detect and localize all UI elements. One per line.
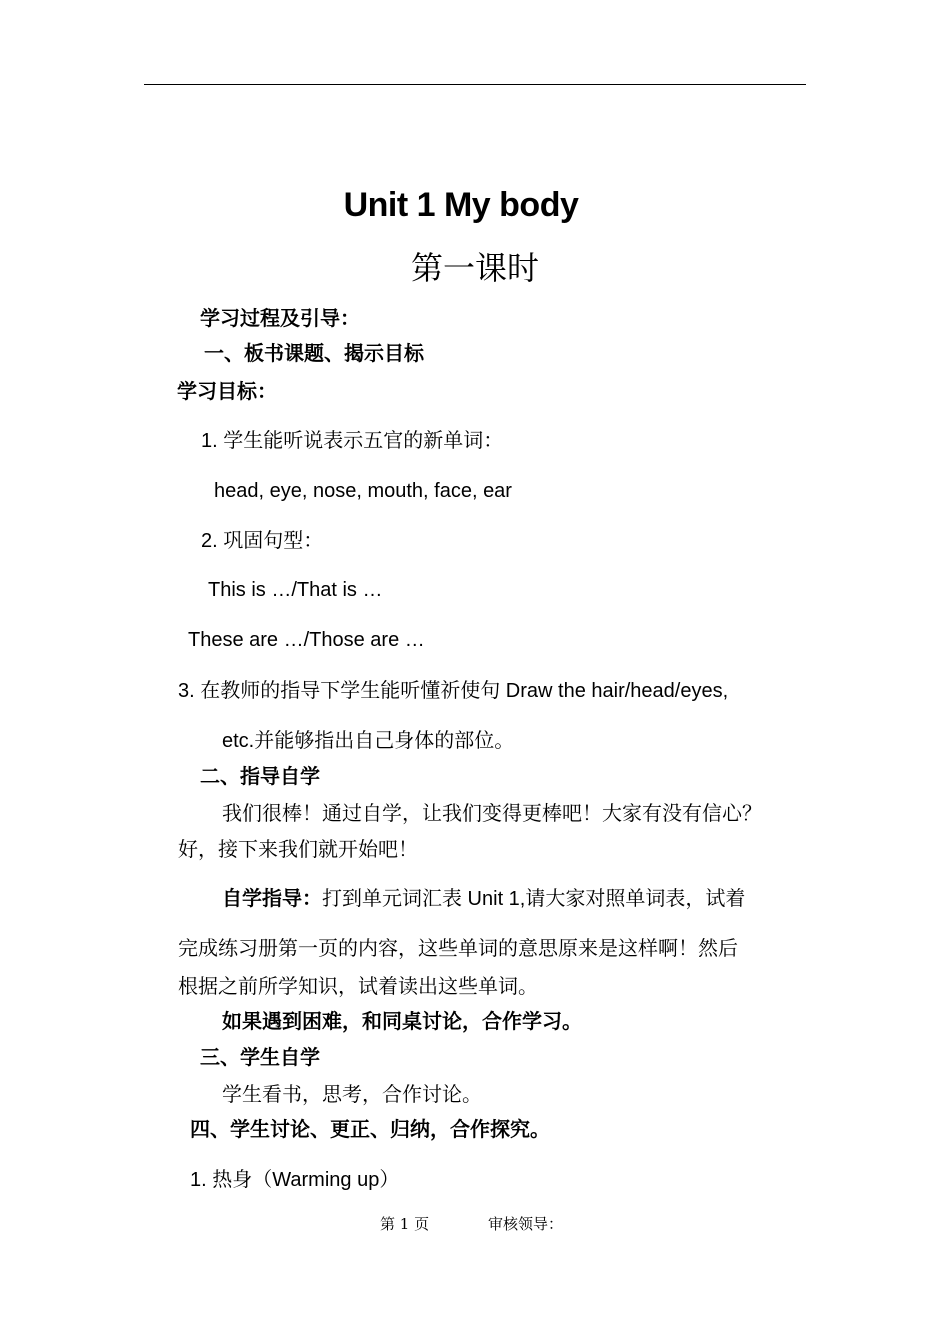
review-signature-label: 审核领导： bbox=[488, 1215, 564, 1233]
self-study-guide-line-3: 根据之前所学知识，试着读出这些单词。 bbox=[178, 974, 538, 998]
self-study-guide-line-2: 完成练习册第一页的内容，这些单词的意思原来是这样啊！然后 bbox=[178, 936, 738, 960]
self-study-guide: 自学指导：打到单元词汇表 Unit 1,请大家对照单词表，试着 bbox=[222, 886, 746, 910]
encouragement-text-continued: 好，接下来我们就开始吧！ bbox=[178, 837, 418, 861]
vocabulary-list: head, eye, nose, mouth, face, ear bbox=[214, 480, 512, 502]
objective-3-continued: etc.并能够指出自己身体的部位。 bbox=[222, 728, 515, 752]
objective-1: 1. 学生能听说表示五官的新单词： bbox=[201, 428, 504, 452]
objective-2: 2. 巩固句型： bbox=[201, 528, 324, 552]
sentence-pattern-2: These are …/Those are … bbox=[188, 629, 425, 651]
objective-3: 3. 在教师的指导下学生能听懂祈使句 Draw the hair/head/eyes, bbox=[178, 678, 729, 702]
section-1-heading: 一、板书课题、揭示目标 bbox=[204, 343, 424, 365]
objectives-heading: 学习目标： bbox=[177, 381, 277, 403]
page-number: 第 1 页 bbox=[380, 1215, 430, 1233]
section-4-heading: 四、学生讨论、更正、归纳，合作探究。 bbox=[190, 1119, 550, 1141]
sentence-pattern-1: This is …/That is … bbox=[208, 579, 383, 601]
header-rule bbox=[144, 84, 806, 85]
section-intro-heading: 学习过程及引导： bbox=[200, 308, 360, 330]
section-3-heading: 三、学生自学 bbox=[200, 1047, 320, 1069]
section-2-heading: 二、指导自学 bbox=[200, 766, 320, 788]
lesson-subtitle: 第一课时 bbox=[410, 249, 539, 287]
document-title: Unit 1 My body bbox=[343, 186, 579, 224]
encouragement-text: 我们很棒！通过自学，让我们变得更棒吧！大家有没有信心？ bbox=[222, 801, 762, 825]
section-3-text: 学生看书，思考，合作讨论。 bbox=[222, 1082, 482, 1106]
warm-up-item: 1. 热身（Warming up） bbox=[190, 1167, 400, 1191]
difficulty-tip: 如果遇到困难，和同桌讨论，合作学习。 bbox=[222, 1011, 582, 1033]
